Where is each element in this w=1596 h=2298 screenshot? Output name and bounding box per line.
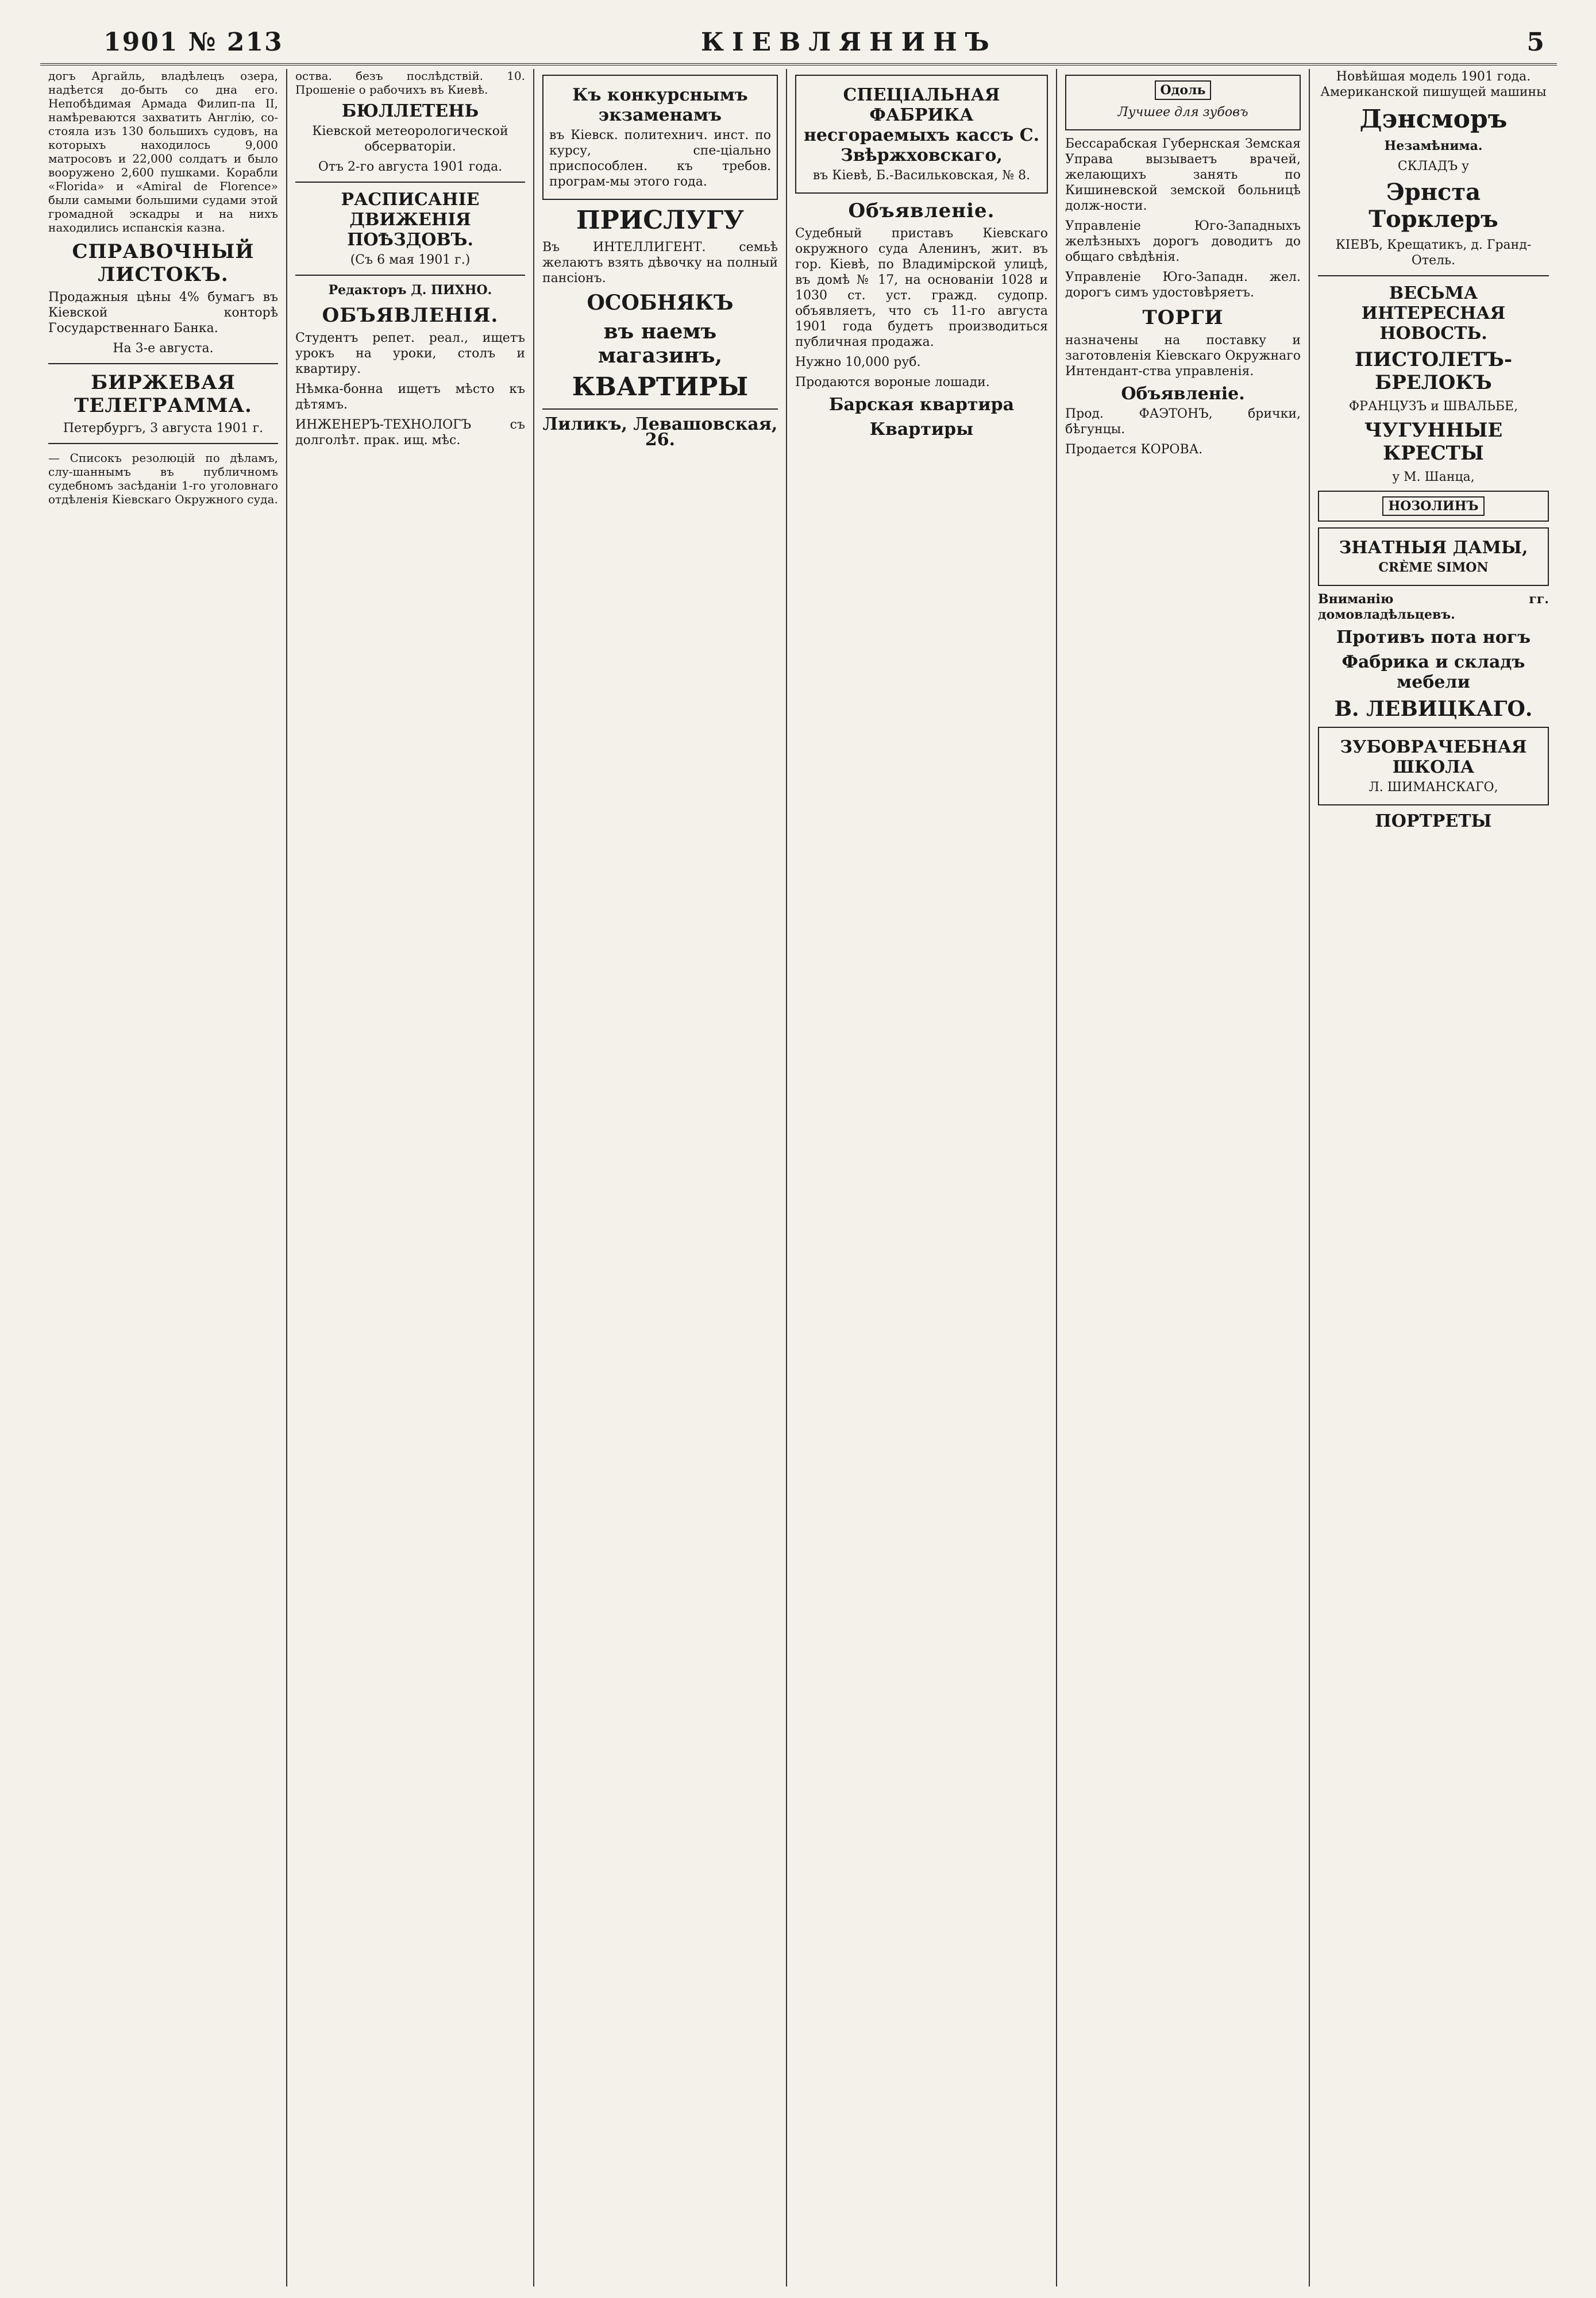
divider <box>295 275 525 276</box>
divider <box>295 182 525 183</box>
ad-heading: ЗУБОВРАЧЕБНАЯ ШКОЛА <box>1340 737 1527 777</box>
article-text: Управленіе Юго-Западныхъ желѣзныхъ дорогъ доводитъ до общаго свѣдѣнія. <box>1065 219 1301 264</box>
ad-heading: Къ конкурснымъ экзаменамъ <box>572 85 748 125</box>
ad-heading: Квартиры <box>869 419 974 439</box>
section-heading: Объявленіе. <box>1121 384 1245 404</box>
divider <box>542 408 778 410</box>
ad-heading: въ наемъ магазинъ, <box>597 319 723 368</box>
ad-text: Вниманію гг. домовладѣльцевъ. <box>1318 592 1549 622</box>
column-2 <box>287 69 534 2287</box>
ad-heading: СПЕЦІАЛЬНАЯ ФАБРИКА несгораемыхъ кассъ С. Звѣржховскаго, <box>803 85 1040 165</box>
section-heading: БИРЖЕВАЯ ТЕЛЕГРАММА. <box>74 371 252 417</box>
article-text: Судебный приставъ Кіевскаго окружного суда Аленинъ, жит. въ гор. Кіевѣ, по Владимірской улицѣ, въ домѣ № 17, на основаніи 1028 и 1030 ст. уст. гражд. судопр. объявляетъ, что съ 11-го августа 1901 года будетъ производиться публичная продажа. <box>795 226 1048 349</box>
article-text: оства. безъ послѣдствій. 10. Прошеніе о рабочихъ въ Киевѣ. <box>295 69 525 97</box>
column-6 <box>1310 69 1557 2287</box>
ad-heading: ВЕСЬМА ИНТЕРЕСНАЯ НОВОСТЬ. <box>1361 283 1506 344</box>
classified-ad: Продается КОРОВА. <box>1065 442 1203 457</box>
divider <box>48 443 278 444</box>
ad-heading: Барская квартира <box>828 395 1015 415</box>
editor-line: Редакторъ Д. ПИХНО. <box>328 283 492 298</box>
masthead <box>40 23 1557 65</box>
ad-heading: КВАРТИРЫ <box>572 372 749 402</box>
ad-heading: Дэнсморъ <box>1359 105 1508 134</box>
ad-text: въ Кіевѣ, Б.-Васильковская, № 8. <box>812 168 1031 183</box>
section-date: На 3-е августа. <box>113 341 214 356</box>
classified-ad: Студентъ репет. реал., ищетъ урокъ на уроки, столъ и квартиру. <box>295 331 525 376</box>
ad-heading: Эрнста Торклеръ <box>1368 179 1498 233</box>
ad-heading: ПРИСЛУГУ <box>576 206 744 235</box>
article-text: — Списокъ резолюцій по дѣламъ, слу-шаннымъ въ публичномъ судебномъ засѣданіи 1-го уголовнаго отдѣленія Кіевскаго Окружного суда. <box>48 451 278 506</box>
page-number: 5 <box>1526 28 1545 57</box>
section-date: Отъ 2-го августа 1901 года. <box>318 160 503 174</box>
section-date: Петербургъ, 3 августа 1901 г. <box>63 421 264 435</box>
article-text: догъ Аргайль, владѣлецъ озера, надѣется до-быть со дна его. Непобѣдимая Армада Филип-па II, намѣреваются захватить Англію, со-стояла изъ 130 большихъ судовъ, на которыхъ находилось 9,000 матросовъ и 22,000 солдатъ и было вооружено 2,600 пушками. Корабли «Florida» и «Amiral de Florence» были самыми большими судами этой громадной эскадры и на нихъ находились испанскія казна. <box>48 69 278 234</box>
ad-box <box>542 75 778 200</box>
divider <box>1318 275 1549 276</box>
ad-box <box>1318 727 1549 805</box>
ad-box <box>1065 75 1301 130</box>
ad-heading: Противъ пота ногъ <box>1336 627 1531 647</box>
section-heading: ТОРГИ <box>1142 306 1224 329</box>
ad-heading: В. ЛЕВИЦКАГО. <box>1334 697 1533 721</box>
classified-ad: ИНЖЕНЕРЪ-ТЕХНОЛОГЪ съ долголѣт. прак. ищ. мѣс. <box>295 418 525 448</box>
ad-text: Новѣйшая модель 1901 года. Американской пишущей машины <box>1320 70 1547 99</box>
ad-text: Л. ШИМАНСКАГО, <box>1368 780 1498 795</box>
ad-heading: ОСОБНЯКЪ <box>587 291 734 315</box>
classified-ad: Въ ИНТЕЛЛИГЕНТ. семьѣ желаютъ взять дѣвочку на полный пансіонъ. <box>542 240 778 286</box>
ad-text: CRÈME SIMON <box>1378 560 1489 575</box>
newspaper-columns <box>40 69 1557 2287</box>
issue-number: 1901 № 213 <box>103 28 283 57</box>
classified-ad: Нѣмка-бонна ищетъ мѣсто къ дѣтямъ. <box>295 382 525 412</box>
divider <box>48 363 278 364</box>
section-heading: СПРАВОЧНЫЙ ЛИСТОКЪ. <box>72 240 255 286</box>
odol-label: Одоль <box>1155 80 1212 100</box>
ad-heading: ЗНАТНЫЯ ДАМЫ, <box>1339 538 1528 558</box>
ad-heading: Лиликъ, Левашовская, 26. <box>542 414 778 450</box>
ad-box <box>1318 491 1549 522</box>
ad-heading: НОЗОЛИНЪ <box>1382 496 1484 516</box>
ad-heading: ЧУГУННЫЕ КРЕСТЫ <box>1364 419 1503 465</box>
column-4 <box>787 69 1057 2287</box>
ad-text: Лучшее для зубовъ <box>1117 105 1248 119</box>
classified-ad: Продаются вороные лошади. <box>795 375 990 390</box>
section-heading: ОБЪЯВЛЕНІЯ. <box>322 304 499 327</box>
section-subheading: Продажныя цѣны 4% бумагъ въ Кіевской конторѣ Государственнаго Банка. <box>48 290 278 336</box>
column-3 <box>534 69 787 2287</box>
classified-ad: Прод. ФАЭТОНЪ, брички, бѣгунцы. <box>1065 407 1301 437</box>
ad-heading: ПИСТОЛЕТЪ-БРЕЛОКЪ <box>1354 348 1513 394</box>
section-subheading: Кіевской метеорологической обсерваторіи. <box>312 124 508 154</box>
ad-text: Незамѣнима. <box>1384 138 1483 153</box>
ad-heading: ПОРТРЕТЫ <box>1375 811 1492 831</box>
ad-text: СКЛАДЪ у <box>1397 159 1470 173</box>
section-heading: БЮЛЛЕТЕНЬ <box>341 101 479 121</box>
section-heading: Объявленіе. <box>848 199 995 222</box>
ad-box <box>1318 527 1549 586</box>
article-text: Управленіе Юго-Западн. жел. дорогъ симъ удостовѣряетъ. <box>1065 270 1301 300</box>
ad-text: у М. Шанца, <box>1392 470 1475 484</box>
ad-text: въ Кіевск. политехнич. инст. по курсу, спе-ціально приспособлен. къ требов. програм-мы этого года. <box>549 128 771 189</box>
newspaper-title: КІЕВЛЯНИНЪ <box>701 28 997 57</box>
ad-text: КІЕВЪ, Крещатикъ, д. Гранд-Отель. <box>1335 238 1532 268</box>
section-date: (Съ 6 мая 1901 г.) <box>350 253 471 267</box>
ad-heading: Фабрика и складъ мебели <box>1341 652 1525 692</box>
article-text: назначены на поставку и заготовленія Кіевскаго Окружнаго Интендант-ства управленія. <box>1065 333 1301 379</box>
classified-ad: Нужно 10,000 руб. <box>795 355 921 369</box>
article-text: Бессарабская Губернская Земская Управа вызываетъ врачей, желающихъ занять по Кишиневской земской больницѣ долж-ности. <box>1065 137 1301 213</box>
column-1 <box>40 69 287 2287</box>
ad-box <box>795 75 1048 194</box>
ad-text: ФРАНЦУЗЪ и ШВАЛЬБЕ, <box>1348 399 1518 414</box>
section-heading: РАСПИСАНІЕ ДВИЖЕНІЯ ПОѢЗДОВЪ. <box>341 190 480 250</box>
column-5 <box>1057 69 1310 2287</box>
